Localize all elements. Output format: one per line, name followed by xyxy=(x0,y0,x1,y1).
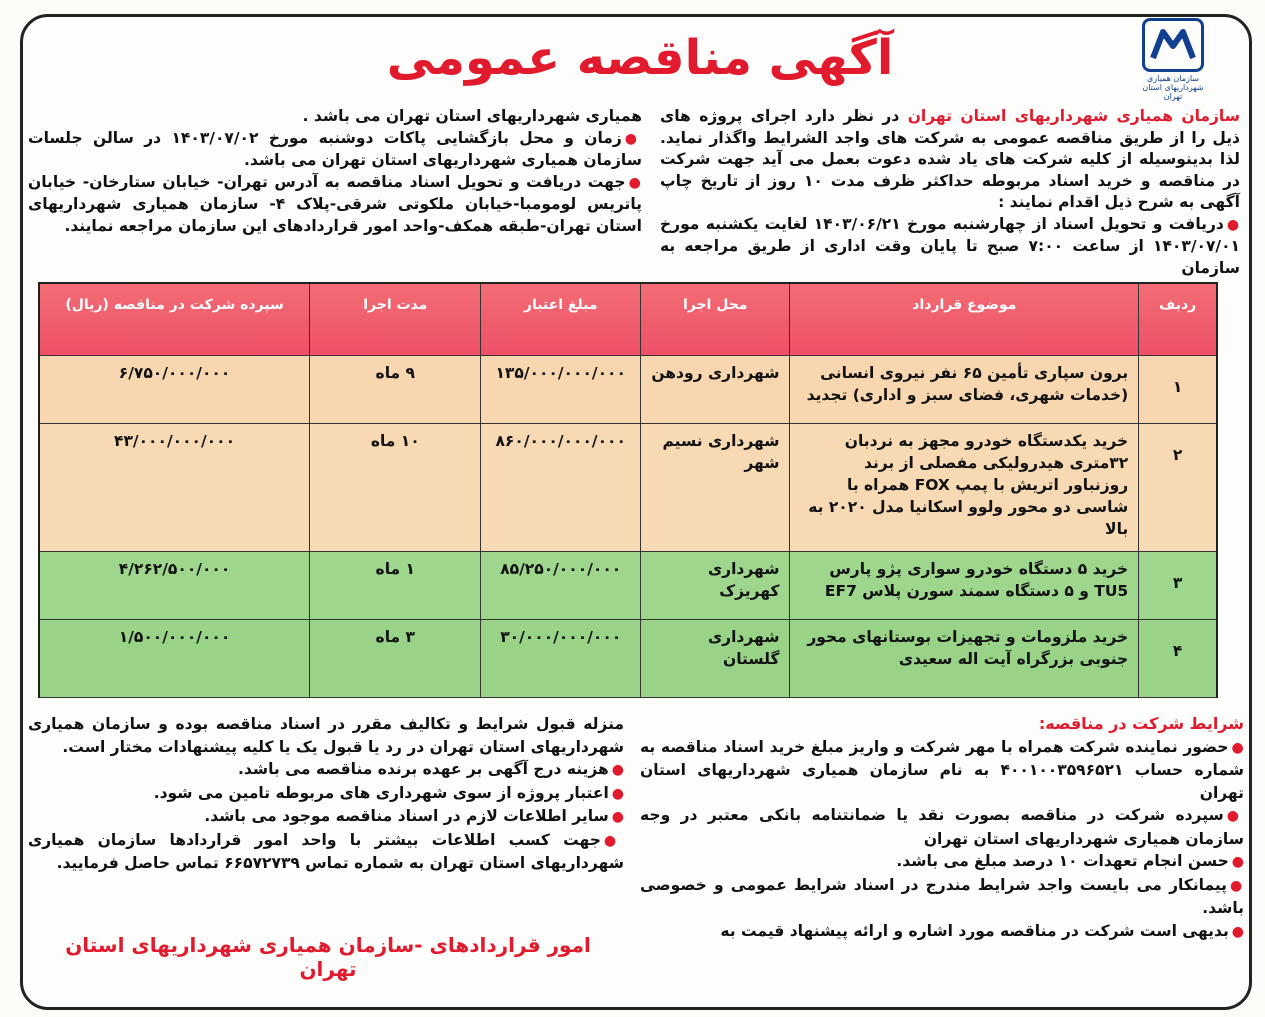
header-deposit: سپرده شرکت در مناقصه (ریال) xyxy=(40,284,309,356)
footer-signature: امور قراردادهای -سازمان همیاری شهرداریهای استان تهران xyxy=(65,933,591,981)
contract-subject: خرید ملزومات و تجهیزات بوستانهای محور جنوبی بزرگراه آیت اله سعیدی xyxy=(789,620,1138,698)
condition-item: ●پیمانکار می بایست واجد شرایط مندرج در اسناد شرایط عمومی و خصوصی باشد. xyxy=(640,875,1245,917)
intro-text: در نظر دارد اجرای پروژه های ذیل را از طریق مناقصه عمومی به شرکت های واجد الشرایط واگذار نماید. لذا بدینوسیله از کلیه شرکت های یاد شده دعوت بعمل می آید جهت شرکت در مناقصه و خرید اسناد مربوطه حداکثر ظرف مدت ۱۰ روز از تاریخ چاپ آگهی به شرح ذیل اقدام نمایند : xyxy=(660,107,1240,211)
row-number: ۳ xyxy=(1138,552,1216,620)
row-number: ۴ xyxy=(1138,620,1216,698)
conditions-heading: شرایط شرکت در مناقصه: xyxy=(1038,714,1244,733)
address-info: جهت دریافت و تحویل اسناد مناقصه به آدرس تهران- خیابان ستارخان- خیابان پاتریس لومومبا-خیابان ملکوتی شرقی-پلاک ۴- سازمان همیاری شهرداریهای استان تهران-طبقه همکف-واحد امور قراردادهای این سازمان مراجعه نمایند. xyxy=(28,172,642,235)
continuation-text: منزله قبول شرایط و تکالیف مقرر در اسناد مناقصه بوده و سازمان همیاری شهرداریهای استان تهران در رد یا قبول یک یا کلیه پیشنهادات مختار است. xyxy=(28,715,624,756)
additional-item: ●جهت کسب اطلاعات بیشتر با واحد امور قراردادها سازمان همیاری شهرداریهای استان تهران به شماره تماس ۶۶۵۷۲۷۳۹ تماس حاصل فرمایید. xyxy=(28,830,624,872)
bullet-icon: ● xyxy=(624,130,642,147)
logo xyxy=(1140,18,1206,104)
table-row xyxy=(40,424,1216,552)
budget-amount: ۸۶۰/۰۰۰/۰۰۰/۰۰۰ xyxy=(480,424,639,552)
condition-item: ●سپرده شرکت در مناقصه بصورت نقد یا ضمانتنامه بانکی معتبر در وجه سازمان همیاری شهرداریهای استان تهران xyxy=(640,806,1244,848)
budget-amount: ۳۰/۰۰۰/۰۰۰/۰۰۰ xyxy=(480,620,639,698)
bullet-icon: ● xyxy=(603,832,624,849)
bullet-icon: ● xyxy=(1231,854,1244,870)
bullet-icon: ● xyxy=(1230,877,1245,894)
duration: ۳ ماه xyxy=(309,620,480,698)
logo-icon xyxy=(1142,18,1204,72)
table-row xyxy=(40,356,1216,424)
opening-info: زمان و محل بازگشایی پاکات دوشنبه مورخ ۱۴۰۳/۰۷/۰۲ در سالن جلسات سازمان همیاری شهرداریهای استان تهران می باشد. xyxy=(28,128,642,169)
row-number: ۱ xyxy=(1138,356,1216,424)
bullet-icon: ● xyxy=(1231,923,1244,940)
bullet-icon: ● xyxy=(611,762,624,778)
intro-left xyxy=(28,106,642,237)
deposit-amount: ۴۳/۰۰۰/۰۰۰/۰۰۰ xyxy=(40,424,309,552)
header-location: محل اجرا xyxy=(640,284,790,356)
contract-subject: خرید ۵ دستگاه خودرو سواری پژو پارس TU5 و ۵ دستگاه سمند سورن پلاس EF7 xyxy=(789,552,1138,620)
execution-location: شهرداری گلستان xyxy=(640,620,790,698)
condition-item: ●بدیهی است شرکت در مناقصه مورد اشاره و ارائه پیشنهاد قیمت به xyxy=(720,921,1244,940)
logo-caption: سازمان همیاری شهرداریهای استان تهران xyxy=(1142,74,1204,101)
table-header-row xyxy=(40,284,1216,356)
notice-title: آگهی مناقصه عمومی xyxy=(386,30,894,86)
execution-location: شهرداری نسیم شهر xyxy=(640,424,790,552)
budget-amount: ۱۳۵/۰۰۰/۰۰۰/۰۰۰ xyxy=(480,356,639,424)
additional-item: ●هزینه درج آگهی بر عهده برنده مناقصه می باشد. xyxy=(238,760,624,778)
organization-name: سازمان همیاری شهرداریهای استان تهران xyxy=(907,107,1240,125)
bullet-icon: ● xyxy=(1226,216,1240,233)
duration: ۱۰ ماه xyxy=(309,424,480,552)
budget-amount: ۸۵/۲۵۰/۰۰۰/۰۰۰ xyxy=(480,552,639,620)
deposit-amount: ۱/۵۰۰/۰۰۰/۰۰۰ xyxy=(40,620,309,698)
bullet-icon: ● xyxy=(1231,739,1245,756)
contract-subject: برون سپاری تأمین ۶۵ نفر نیروی انسانی (خدمات شهری، فضای سبز و اداری) تجدید xyxy=(789,356,1138,424)
logo-mark-icon xyxy=(1149,24,1197,66)
header-subject: موضوع قرارداد xyxy=(789,284,1138,356)
bullet-icon: ● xyxy=(628,174,643,191)
deposit-amount: ۴/۲۶۲/۵۰۰/۰۰۰ xyxy=(40,552,309,620)
row-number: ۲ xyxy=(1138,424,1216,552)
duration: ۱ ماه xyxy=(309,552,480,620)
additional-conditions xyxy=(28,713,624,875)
execution-location: شهرداری کهریزک xyxy=(640,552,790,620)
execution-location: شهرداری رودهن xyxy=(640,356,790,424)
header-budget: مبلغ اعتبار xyxy=(480,284,639,356)
participation-conditions xyxy=(640,713,1244,943)
intro-left-line: همیاری شهرداریهای استان تهران می باشد . xyxy=(302,107,642,125)
table-row xyxy=(40,620,1216,698)
duration: ۹ ماه xyxy=(309,356,480,424)
header-duration: مدت اجرا xyxy=(309,284,480,356)
tender-table xyxy=(38,282,1218,698)
bullet-icon: ● xyxy=(611,809,624,825)
condition-item: ●حسن انجام تعهدات ۱۰ درصد مبلغ می باشد. xyxy=(896,852,1244,870)
intro-bullet: دریافت و تحویل اسناد از چهارشنبه مورخ ۱۴۰۳/۰۶/۲۱ لغایت یکشنبه مورخ ۱۴۰۳/۰۷/۰۱ از ساعت ۷:۰۰ صبح تا پایان وقت اداری از طریق مراجعه به سازمان xyxy=(660,214,1240,277)
condition-item: ●حضور نماینده شرکت همراه با مهر شرکت و واریز مبلغ خرید اسناد مناقصه به شماره حساب ۴۰۰۱۰۰۳۵۹۶۵۲۱ به نام سازمان همیاری شهرداریهای استان تهران xyxy=(640,737,1245,802)
additional-item: ●اعتبار پروژه از سوی شهرداری های مربوطه تامین می شود. xyxy=(153,783,624,802)
deposit-amount: ۶/۷۵۰/۰۰۰/۰۰۰ xyxy=(40,356,309,424)
additional-item: ●سایر اطلاعات لازم در اسناد مناقصه موجود می باشد. xyxy=(204,807,624,825)
contract-subject: خرید یکدستگاه خودرو مجهز به نردبان ۳۲متری هیدرولیکی مفصلی از برند روزنباور اتریش با پمپ FOX همراه با شاسی دو محور ولوو اسکانیا مدل ۲۰۲۰ به بالا xyxy=(789,424,1138,552)
table-row xyxy=(40,552,1216,620)
header-row-number: ردیف xyxy=(1138,284,1216,356)
intro-right xyxy=(660,106,1240,279)
bullet-icon: ● xyxy=(1226,808,1244,824)
bullet-icon: ● xyxy=(611,785,624,802)
